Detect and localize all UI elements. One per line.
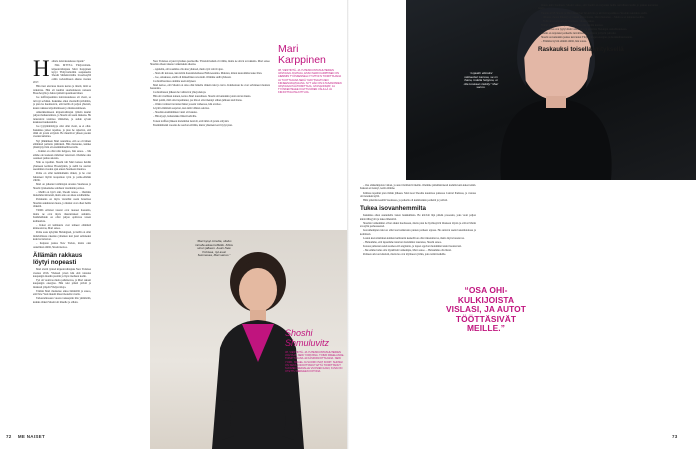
paragraph: – Shoshin ensimmäinen viesti oli hauska. [153, 111, 198, 115]
paragraph: Löydöt elämästä saapuvat, kun niitä vähiten odottaa. [153, 107, 210, 111]
section-heading-1: Ällämän rakkaus löytyi nopeasti [33, 252, 83, 267]
shoshi-first-name: Shoshi [285, 328, 313, 338]
left-column-1-paragraphs [33, 64, 91, 249]
right-column-1-after-heading [360, 214, 476, 256]
paragraph: Kihlaus tapahtui pian tämän jälkeen. Mari kosi Shoshia kauniissa paikassa Central Parkissa, ja vastaus oli tietenkin kyllä. [360, 191, 476, 198]
mari-name-block [278, 44, 344, 95]
paragraph: Hän oli tavallinen nainen, kertoo Mari naurahtaen. Shoshi oli kuitenkin jotain aivan muuta. [153, 95, 251, 99]
paragraph: – Me emme halua olla täydellisiä vanhempia, Mari sanoo. – Haluamme olla läsnä. [363, 249, 452, 253]
paragraph: – Meillä on hyvä arki, Shoshi toteaa. – Olemme molemmat kiireisiä, mutta aina on aikaa toisillemme. [33, 190, 91, 198]
paragraph: Tarkastellessaan vuosia taaksepäin hän ymmärtää, kuinka tärkeä Shoshi oli hänelle jo silloin. [33, 297, 91, 304]
paragraph: Suomi on tarjonnut perheelle turvallisen ympäristön ja hyvät palvelut. [541, 31, 617, 35]
paragraph: Jos treffitapaamista tulevaisuudessa oli viesti, se tuli nyt selväksi. Kaksikko alkoi viestitellä päivittäin, ja pian he huomasivat, että heillä oli paljon yhteistä, kuten rakkaus kirjoittamiseen ja matkustamiseen. [33, 96, 91, 110]
left-folio [6, 434, 45, 439]
paragraph: Shoshin vanhemmat olivat aluksi huolissaan, mutta pian he hyväksyivät tilanteen täysin ja ottivat Marin avosylin perheeseensä. [360, 221, 476, 229]
left-page-number: 72 [6, 434, 12, 439]
paragraph: Isovanhempien tuki on ollut korvaamatonta pienen perheen arjessa. He auttavat usein lastenhoidossa ja kotitöissä. [360, 229, 476, 236]
paragraph: Pariskunta on myös vieraillut usein Israelissa Shoshin sukulaisten luona, ja matkat ovat olleet heille tärkeitä. [33, 198, 91, 209]
shoshi-bio: 38, VIESTINTÄ- JA YHTEISKUNTASUHTEIDEN JOHTAJA, NEW YORKISSA. TOIMII FREELANCE-TOIMITTAJANA JA KÄSIKIRJOITTAJANA. NEW YORK, ISRAEL JA SUOMI OVAT KODIT. SHOSHI ON SEKÄ KIRJOITTANUT ETTÄ TOIMITTANUT SUOMEN MEDIALLE VUOSIEN AJAN, KUVA ON OTETTU PERHEEN KOTONA. [285, 351, 345, 374]
paragraph: Amerikkalaiseen kirjeenvaihtajan työhön kuului paljon matkustamista, ja Shoshi oli usein mukana. He tutustuivat toisiinsa vähitellen, ja suhde syveni kuukausi kuukaudelta. [33, 110, 91, 125]
paragraph: New Yorkissa ei juuri työaikaa puolisoille. Yhteisiä hetkiä oli vähän, mutta ne olivat arvokkaita. Mari sanoo Shoshin olleen tukena vaikeinakin aikoina. [150, 60, 270, 67]
right-column-2-paragraphs [538, 4, 658, 43]
paragraph: Häät pidettiin kesällä Suomessa, ja paikalla oli kummankin perheitä ja ystäviä. [363, 199, 448, 202]
paragraph: Cocktailbaarissa olemme usein käyneet. [153, 79, 197, 83]
paragraph: Shoshi on kuitenkin joskus kaivannut Yhdysvaltojen energiaa ja monikulttuurisuutta. [541, 35, 633, 39]
section-heading-3: Raskauksi toisella yrityksellä [538, 46, 624, 54]
mari-last-name: Karppinen [278, 54, 326, 66]
mari-first-name: Mari [278, 43, 299, 55]
left-column-1-after-heading [33, 268, 91, 304]
paragraph: Mari kertoo, että Shoshi on aina ollut hänelle tärkein tuki ja turva. Kahdestaan he ovat selvinneet monista haasteista. [150, 83, 270, 91]
intro-text: ahtalo tulevaisuudessa Japani? [51, 60, 85, 63]
dropcap: H [33, 60, 50, 81]
left-column-2-paragraphs [150, 60, 270, 127]
right-page-number: 73 [672, 434, 678, 439]
paragraph: – Ajattelin, että saamme olla aina yhdessä, mutta työt veivät ajan. [153, 67, 224, 71]
paragraph: Perhe on ollut kummallekin tärkeä, ja he ovat halunneet löytää tasapainon työn ja perhe-elämän välillä. [33, 172, 91, 183]
shoshi-name-block [285, 328, 345, 373]
paragraph: Perhe asuu nykyään Helsingissä, ja heillä on ollut mahdollisuus rakentaa yhteinen koti juuri sellaiseksi kuin he haluavat. [33, 231, 91, 242]
mari-photo-caption: “Lojaalin elämäni rakkauden kanssa, se on ihana, todella helppoa, ei olla koskaan riidelty.” Mari sanoo. [463, 71, 499, 90]
left-column-2 [150, 60, 270, 222]
paragraph: – Kaikki on ollut niin helppoa, hän sanoo. – Me emme ole koskaan riidelleet vakavasti. Olemme aina osanneet puhua asioista. [33, 150, 91, 161]
paragraph: muuta kuin Suomeen. Shoshi sanoo, että Suomi on tarjonnut heille turvallisen kodin ja paikan kasvattaa lapsia. [538, 4, 658, 11]
mari-bio: 38, VIESTINTÄ- JA YHTEISKUNTASUHTEIDEN VASTAAVA JOHTAJA, ESSO MARI KARPPINEN ON AIEMMIN TYÖSKENNELLYT MTV3:N TOIMITTAJANA JA TUOTTAJANA SEKÄ YHDYSVALTOJEN KIRJEENVAIHTAJANA. NYT HÄN ON ILTASANOMIEN VASTAAVA PÄÄTOIMITTAJA, ILTASANOMAT, JA TYÖSKENTELEE KULTTUURIEN VÄLILLÄ JA KIRJOITTAA PALKITTUJA. [278, 69, 342, 95]
paragraph: Niin MTV3:n Yhdysvaltain-kirjeenvaihtajana Mari Karppinen kysyi Yhdysvaltoihin saapuneelta Shoshi Shmuluvitzilta broadwayllä erään cocktailtauon aikana vuonna 2017. [33, 64, 91, 85]
shoshi-photo-caption: “Mari kysyi minulta, olisiko minulla aikaa treffeille. Kiitos sinun jälkeen. Asuin New Yorkissa, nyt asun Suomessa, Mari sanoo.” [195, 239, 233, 258]
paragraph: – Elämme hyvää elämää täällä, hän toteaa. [541, 39, 587, 43]
paragraph: – Ilmasto, meren läheisyys ja ruoka olivat ihania, Mari muistelee. – Mutta se ei tuntunut kodilta. [541, 15, 645, 19]
magazine-name: ME NAISET [17, 434, 46, 439]
paragraph: Cocktailtauon jälkeen he vaihtoivat yhteystietoja. [153, 91, 207, 95]
paragraph: Niin se tapahtui. Shoshi tuli Mari kanssa heidän yhteiseen kotiinsa Brooklyniin, ja siellä he asuivat useamman vuoden ajan ennen Suomeen muuttoa. [33, 161, 91, 172]
paragraph: Mari pohtii, mitä olisi tapahtunut, jos hän ei olisi mennyt siihen juhlaan sinä iltana. [153, 99, 243, 103]
paragraph: Mari on jatkanut toimittajan uraansa Suomessa ja Shoshi työskentelee edelleen viestinnän parissa. [33, 183, 91, 190]
paragraph: – Kaipaan joskus New Yorkia, mutta olen onnellinen täällä, Shoshi kertoo. [33, 242, 91, 249]
shoshi-last-name: Shmuluvitz [285, 338, 330, 348]
paragraph: Välillä erilaiset taustat ovat tuoneet haasteita, mutta ne ovat myös rikastuttaneet suhdetta. Kummallakin on ollut paljon opittavaa toisen kulttuurista. [33, 209, 91, 223]
paragraph: Hän tiesi elevansa monta kertaa ja mietti, mitä se tarkoittaa. Hän oli kuullut suomalaisesta naisesta Broadwaylla ja halusi päästä tapaamaan hänet. [33, 85, 91, 96]
paragraph: Kotona puhutaan sekä suomea että englantia, ja lapset oppivat molemmat kielet luontevasti. [363, 245, 462, 249]
paragraph: Toisen treffien jälkeen molemmat tiesivät, että tämä oli jotain erityistä. [153, 119, 230, 123]
paragraph: – Haluamme, että lapsemme tuntevat molemmat taustansa, Shoshi sanoo. [363, 241, 442, 244]
pull-quote: “OSA OHI-KULKIJOISTA VISLASI, JA AUTOT TÖÖTTÄSIVÄT MEILLE.” [445, 285, 527, 334]
paragraph: Niinpä päätös tehtiin yhdessä: Suomi olisi heidän kotinsa. [541, 23, 604, 27]
paragraph: Mari aloitti työnsä kirjeenvaihtajana New Yorkissa vuonna 2016. Yhdessä yössä hän ehti tutustua kaupungin moniin puoliin ja löysi itselleen kodin. [33, 268, 91, 278]
paragraph: Nyt jälkikäteen Mari naurahtaa, että se oli hänen elämänsä parhaita päätöksiä. Hän muistelee, kuinka jännittynyt hän oli ensimmäisellä kerralla. [33, 139, 91, 150]
left-column-1 [33, 60, 91, 432]
paragraph: – Hän kysyi, haluaisinko lähteä kahville. [153, 115, 197, 119]
paragraph: – Tulin aina kaipaamaan Suomeen, Shoshi jatkaa. [541, 19, 595, 23]
paragraph: – Kaksi eri kulttuuria ovat tehneet elämästä kiinnostavaa, Mari sanoo. [33, 223, 91, 231]
paragraph: – Sinä olit kuvassa, kun kävin haastattelemassa Halloweenina. Muistan, miten nauroimme koko illan. [153, 71, 263, 75]
paragraph: Ensimmäisinä vuosina he asuivat erillään, mutta yhteinen koti löytyi pian. [153, 123, 233, 127]
paragraph: Lasten kasvattaminen kahden kulttuurin keskellä on ollut rikastuttavaa, mutta myös haastavaa. [363, 236, 465, 240]
paragraph: Jos tyytymättömyys olisi ollut viesti, se ei ollut. Kaksikko jatkoi tapailua, ja pian he tajusivat, että tämä oli jotain erityistä. He muuttivat yhteen puolen vuoden kuluttua. [33, 125, 91, 139]
section-heading-2: Tukea isovanhemmilta [360, 205, 426, 213]
page-gutter [347, 0, 349, 449]
paragraph: – Joo, Alaskassa, siellä oli ihmeellinen revontuli. Olimme siellä yhdessä. [153, 75, 232, 79]
paragraph: Kaksikko alkoi suunnitella lasten hankkimista. He kävivät läpi pitkän prosessin, joka vaati paljon kärsivällisyyttä ja tukea läheisiltä. [360, 214, 476, 221]
paragraph: Työ oli vaativaa mutta palkitsevaa, ja Mari rakasti kaupungin energiaa. Hän teki pitkiä päiviä ja matkusti ympäri Yhdysvaltoja. [33, 279, 91, 289]
paragraph: Perheen arki on kiireistä, mutta he ovat löytäneet rytmin, joka toimii kaikille. [363, 253, 446, 257]
paragraph: Vuonna 2018 Shoshi ja Mari muuttivat Tel Aviviin ja kävivät tapaamassa Shoshin sukulaisia siellä. [541, 11, 648, 15]
paragraph: – Olisin varmasti tavannut hänet jossain vaiheessa, hän arvelee. [153, 103, 222, 107]
right-column-1-paragraphs [360, 184, 476, 202]
paragraph: Nykyään he ovat tyytyväisiä valintaansa ja nauttivat Helsingin rauhallisuudesta. [541, 27, 628, 31]
right-folio [672, 434, 678, 439]
paragraph: Tänään Mari muistelee aikaa lämmöllä ja sanoo, että New York muutti hänet monella tavalla. [33, 289, 91, 297]
right-column-2 [538, 4, 658, 432]
paragraph: – Osa ohikulkijoista vislasi, ja autot tööttäsivät meille. Olemme pääsääntöisesti kadulla kuin kaksi teiniä. Kukaan ei tiennyt, keitä olimme. [360, 184, 476, 191]
